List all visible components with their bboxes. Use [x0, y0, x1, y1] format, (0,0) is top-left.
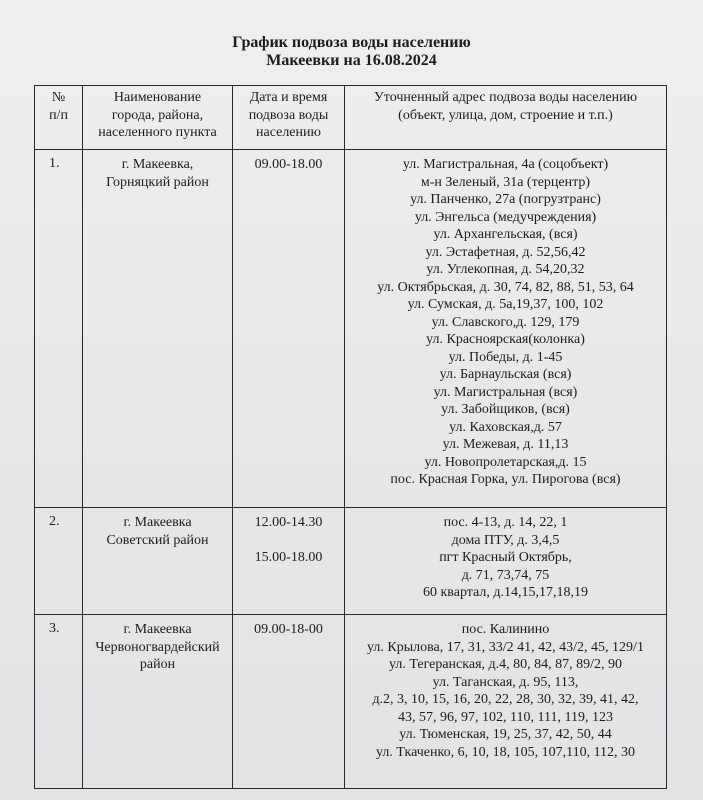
address-line: ул. Эстафетная, д. 52,56,42 [425, 244, 586, 260]
address-line: ул. Сумская, д. 5а,19,37, 100, 102 [407, 297, 604, 312]
address-line: ул. Каховская,д. 57 [449, 419, 562, 435]
row-time: 12.00-14.30 15.00-18.00 [233, 508, 345, 615]
row-city: г. Макеевка, Горняцкий район [83, 150, 233, 508]
address-line: ул. Таганская, д. 95, 113, [432, 674, 579, 690]
row-number: 3. [35, 615, 83, 789]
row-addresses [345, 508, 667, 615]
row-city: г. Макеевка Советский район [83, 508, 233, 615]
row-addresses [345, 615, 667, 789]
address-line: 43, 57, 96, 97, 102, 110, 111, 119, 123 [398, 709, 613, 725]
document-subtitle: Макеевки на 16.08.2024 [266, 52, 437, 69]
table-row [35, 615, 667, 789]
address-line: ул. Архангельская, (вся) [433, 227, 578, 242]
row-time: 09.00-18.00 [233, 150, 345, 508]
header-num: № п/п [35, 86, 83, 150]
address-line: д. 71, 73,74, 75 [461, 567, 550, 583]
address-line: д.2, 3, 10, 15, 16, 20, 22, 28, 30, 32, 39, 41, 42, [372, 692, 639, 707]
address-line: ул. Углекопная, д. 54,20,32 [426, 262, 585, 277]
header-city: Наименование города, района, населенного пункта [83, 86, 233, 150]
address-line: ул. Межевая, д. 11,13 [442, 437, 569, 452]
address-line: ул. Тюменская, 19, 25, 37, 42, 50, 44 [399, 727, 612, 742]
address-line: ул. Октябрьская, д. 30, 74, 82, 88, 51, 53, 64 [377, 279, 634, 295]
table-row [35, 150, 667, 508]
header-time: Дата и время подвоза воды населению [233, 86, 345, 150]
address-line: м-н Зеленый, 31а (терцентр) [420, 174, 591, 190]
address-line: дома ПТУ, д. 3,4,5 [451, 532, 560, 548]
address-line: ул. Магистральная, 4а (соцобъект) [402, 157, 609, 172]
address-line: ул. Магистральная (вся) [433, 384, 578, 400]
address-line: ул. Барнаульская (вся) [439, 367, 572, 382]
address-line: 60 квартал, д.14,15,17,18,19 [423, 585, 588, 600]
row-addresses [345, 150, 667, 508]
address-line: пос. Калинино [461, 622, 550, 637]
address-line: ул. Крылова, 17, 31, 33/2 41, 42, 43/2, 45, 129/1 [367, 639, 644, 655]
row-number: 2. [35, 508, 83, 615]
address-line: ул. Забойщиков, (вся) [441, 402, 570, 417]
address-line: ул. Красноярская(колонка) [426, 332, 585, 347]
address-line: ул. Панченко, 27а (погрузтранс) [410, 192, 601, 207]
row-time: 09.00-18-00 [233, 615, 345, 789]
address-line: ул. Новопролетарская,д. 15 [424, 454, 587, 470]
address-line: пос. 4-13, д. 14, 22, 1 [443, 515, 568, 530]
table-row [35, 508, 667, 615]
address-line: ул. Энгельса (медучреждения) [414, 209, 597, 225]
table-header-row [35, 86, 667, 150]
address-line: пос. Красная Горка, ул. Пирогова (вся) [390, 472, 621, 487]
row-city: г. Макеевка Червоногвардейский район [83, 615, 233, 789]
header-address: Уточненный адрес подвоза воды населению (объект, улица, дом, строение и т.п.) [345, 86, 667, 150]
row-number: 1. [35, 150, 83, 508]
address-line: ул. Победы, д. 1-45 [448, 349, 563, 365]
address-line: ул. Тегеранская, д.4, 80, 84, 87, 89/2, 90 [388, 657, 623, 672]
water-delivery-table [34, 85, 667, 789]
address-line: ул. Ткаченко, 6, 10, 18, 105, 107,110, 112, 30 [375, 744, 636, 760]
address-line: ул. Славского,д. 129, 179 [431, 314, 580, 330]
document-title: График подвоза воды населению [232, 34, 471, 51]
address-line: пгт Красный Октябрь, [439, 550, 572, 565]
